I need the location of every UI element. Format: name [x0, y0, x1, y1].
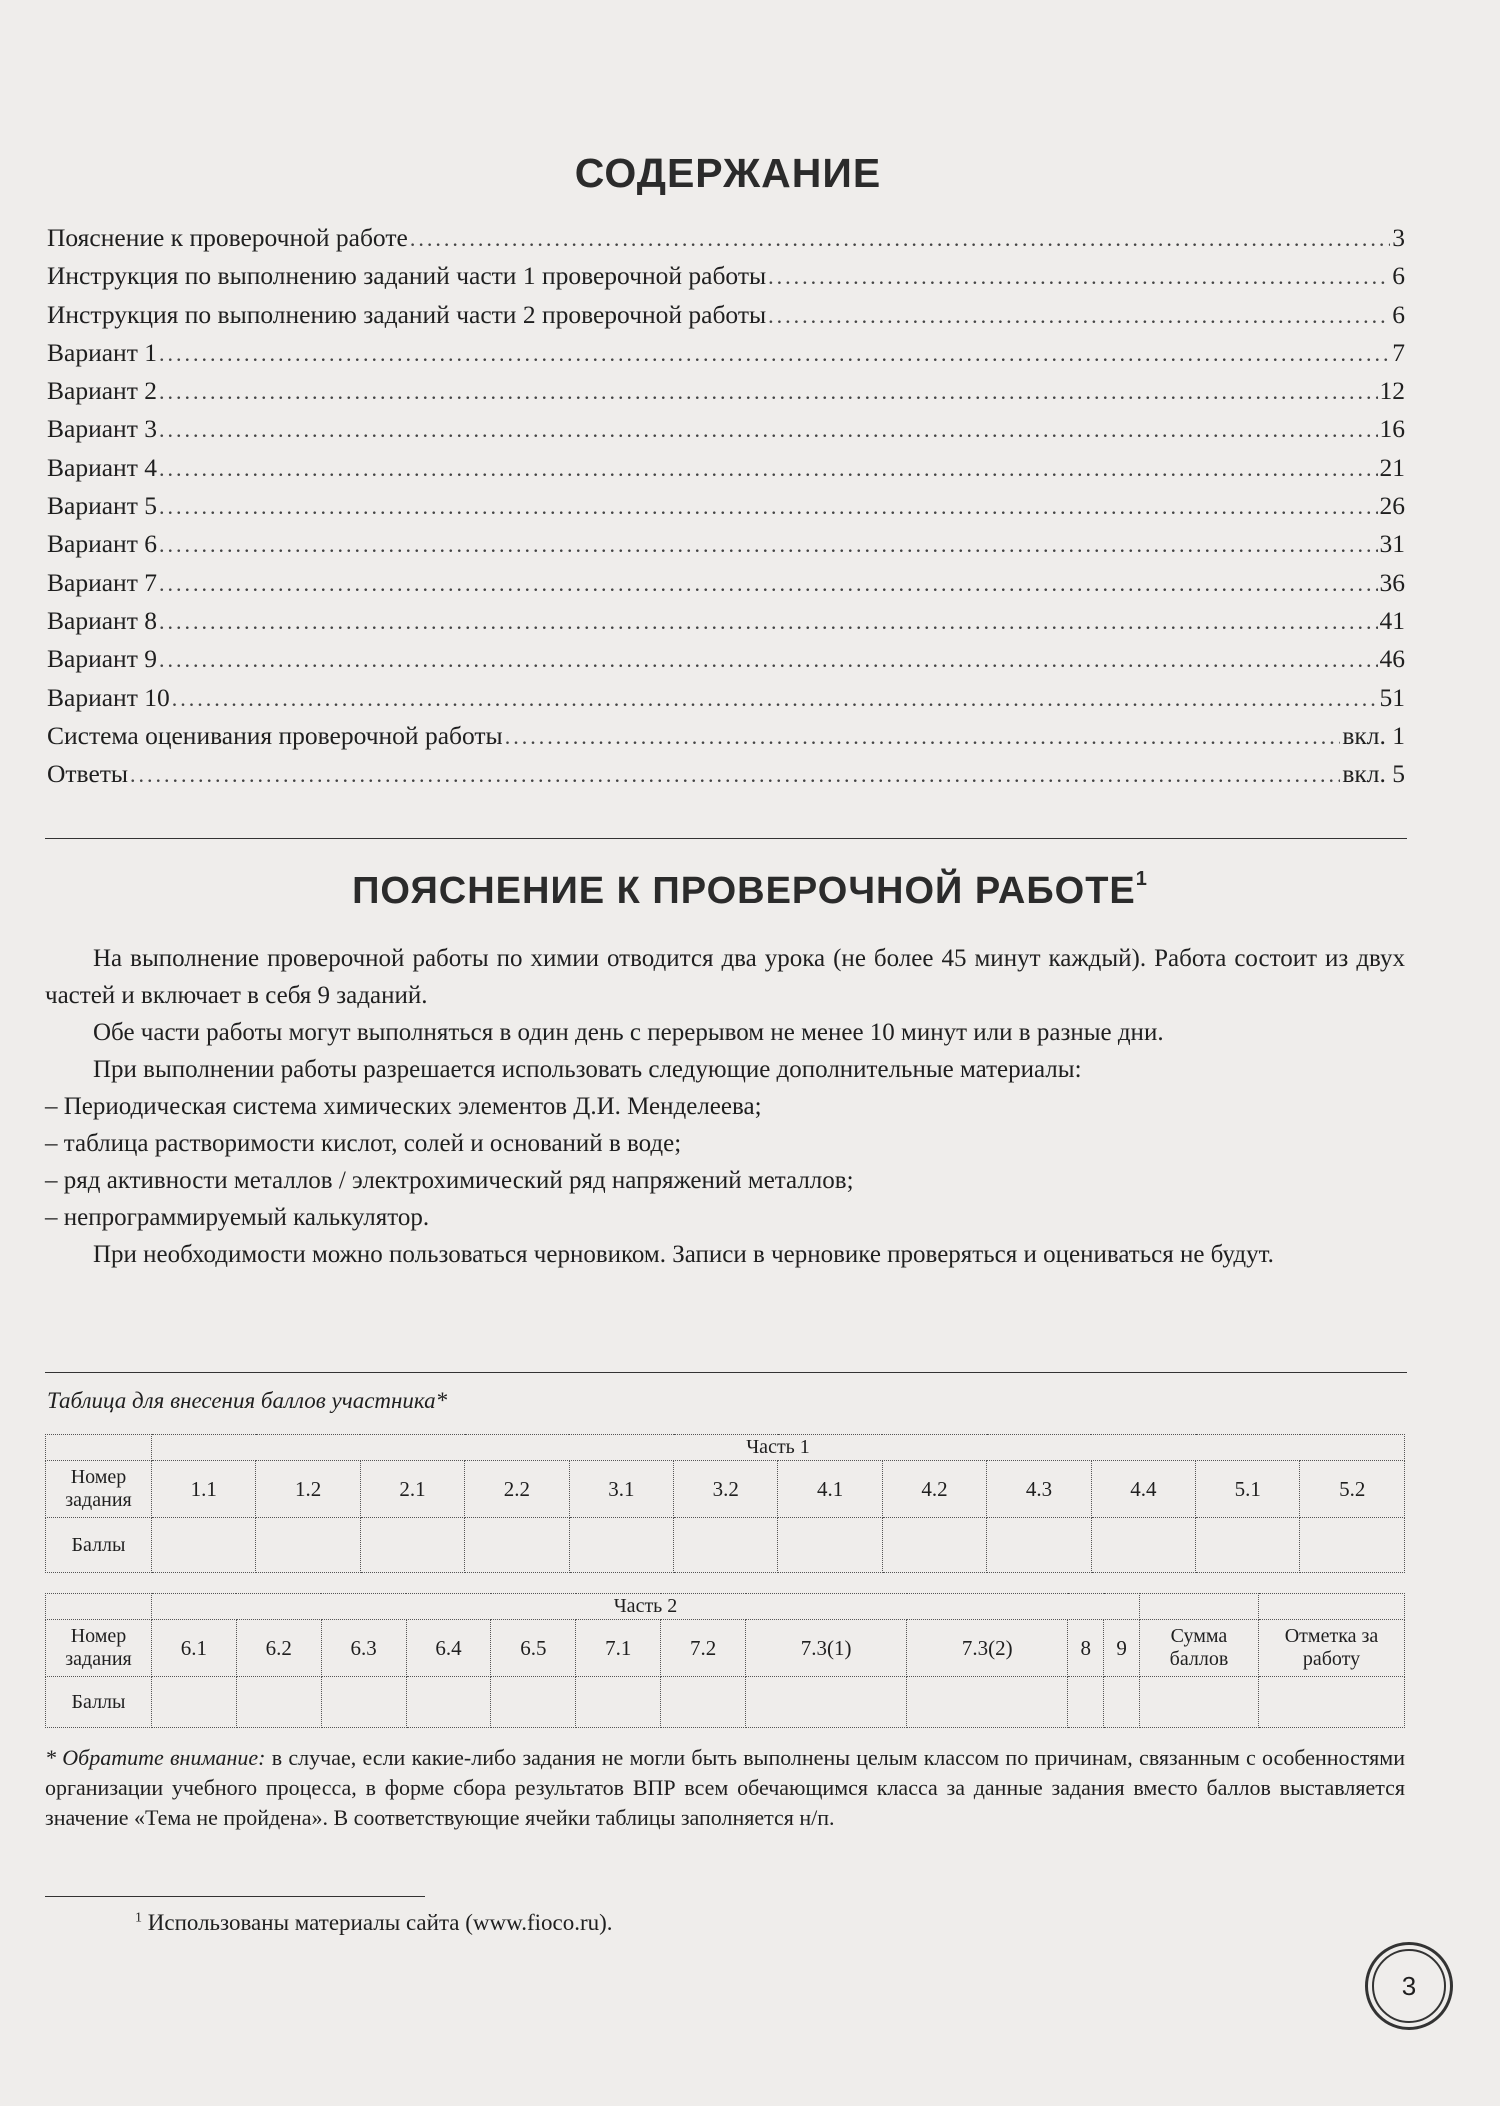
points-cell: [661, 1677, 746, 1728]
toc-item-title: Система оценивания проверочной работы: [47, 720, 503, 750]
points-cell: [576, 1677, 661, 1728]
toc-item-title: Ответы: [47, 759, 129, 789]
task-number-cell: 7.1: [576, 1620, 661, 1677]
points-cell: [674, 1518, 778, 1573]
toc-leader-dots: [159, 494, 1378, 520]
points-cell: [406, 1677, 491, 1728]
points-cell: [907, 1677, 1068, 1728]
list-item: – Периодическая система химических элементов Д.И. Менделеева;: [45, 1093, 762, 1120]
toc-item: [47, 491, 1405, 529]
toc-item-page: 31: [1379, 529, 1405, 559]
note-text: в случае, если какие-либо задания не могли быть выполнены целым классом по причинам, связанным с особенностями организации учебного процесса, в форме сбора результатов ВПР всем обечающимся класса за данные задания вместо баллов выставляется значение «Тема не пройдена». В соответствующие ячейки таблицы заполняется н/п.: [45, 1745, 1405, 1830]
toc-item-page: 7: [1392, 337, 1405, 367]
explanation-heading: [0, 870, 1500, 913]
toc-item-title: Инструкция по выполнению заданий части 2 проверочной работы: [47, 299, 767, 329]
points-label: Баллы: [46, 1677, 152, 1728]
table-row: [46, 1461, 1405, 1518]
table-header-cell: [1259, 1594, 1405, 1620]
table-corner-cell: [46, 1594, 152, 1620]
toc-item: [47, 606, 1405, 644]
score-table-part1: [45, 1434, 1405, 1573]
points-cell: [1196, 1518, 1300, 1573]
toc-leader-dots: [159, 341, 1390, 367]
toc-item-title: Вариант 2: [47, 376, 157, 406]
toc-leader-dots: [130, 762, 1340, 788]
toc-leader-dots: [768, 303, 1390, 329]
paragraph: При выполнении работы разрешается использовать следующие дополнительные материалы:: [93, 1056, 1082, 1083]
points-cell: [256, 1518, 360, 1573]
section-divider: [45, 1372, 1407, 1373]
section-divider: [45, 838, 1407, 839]
attention-note: [45, 1743, 1405, 1833]
points-cell: [360, 1518, 464, 1573]
table-row: [46, 1435, 1405, 1461]
toc-item-page: 51: [1379, 682, 1405, 712]
points-cell: [236, 1677, 321, 1728]
toc-item-page: 36: [1379, 567, 1405, 597]
points-cell: [746, 1677, 907, 1728]
score-table-part2: [45, 1593, 1405, 1728]
footnote-ref: 1: [1135, 868, 1148, 891]
toc-item-title: Вариант 7: [47, 567, 157, 597]
points-cell: [1104, 1677, 1140, 1728]
table-corner-cell: [46, 1435, 152, 1461]
points-cell: [778, 1518, 882, 1573]
toc-heading: СОДЕРЖАНИЕ: [574, 150, 882, 196]
points-cell: [1091, 1518, 1195, 1573]
toc-item-page: 26: [1379, 491, 1405, 521]
footnote-text: Использованы материалы сайта (www.fioco.ru).: [142, 1910, 613, 1935]
task-number-cell: 4.4: [1091, 1461, 1195, 1518]
task-number-cell: 3.2: [674, 1461, 778, 1518]
paragraph: Обе части работы могут выполняться в один день с перерывом не менее 10 минут или в разные дни.: [93, 1019, 1164, 1046]
list-item: – ряд активности металлов / электрохимический ряд напряжений металлов;: [45, 1167, 854, 1194]
table-row: [46, 1594, 1405, 1620]
explanation-body: [45, 940, 1405, 1273]
toc-item-title: Инструкция по выполнению заданий части 1 проверочной работы: [47, 261, 767, 291]
toc-item: [47, 529, 1405, 567]
toc-item: [47, 261, 1405, 299]
task-number-cell: 4.1: [778, 1461, 882, 1518]
points-cell: [491, 1677, 576, 1728]
task-number-cell: 6.4: [406, 1620, 491, 1677]
sum-cell: [1140, 1677, 1259, 1728]
toc-item: [47, 453, 1405, 491]
list-item: – таблица растворимости кислот, солей и оснований в воде;: [45, 1130, 682, 1157]
toc-item: [47, 300, 1405, 338]
toc-item-title: Вариант 10: [47, 682, 170, 712]
explanation-heading-text: ПОЯСНЕНИЕ К ПРОВЕРОЧНОЙ РАБОТЕ: [352, 870, 1136, 912]
toc-item-page: 12: [1379, 376, 1405, 406]
toc-leader-dots: [505, 724, 1341, 750]
points-cell: [569, 1518, 673, 1573]
points-cell: [152, 1518, 256, 1573]
toc-item: [47, 644, 1405, 682]
task-number-cell: 6.2: [236, 1620, 321, 1677]
toc-item-title: Вариант 1: [47, 337, 157, 367]
toc-item-title: Вариант 5: [47, 491, 157, 521]
page-number-badge: [1365, 1942, 1453, 2030]
task-number-cell: 5.1: [1196, 1461, 1300, 1518]
grade-cell: [1259, 1677, 1405, 1728]
paragraph: При необходимости можно пользоваться черновиком. Записи в черновике проверяться и оцениваться не будут.: [93, 1241, 1274, 1268]
task-number-cell: 2.2: [465, 1461, 569, 1518]
toc-item-page: 16: [1379, 414, 1405, 444]
toc-item-page: 41: [1379, 605, 1405, 635]
points-label: Баллы: [46, 1518, 152, 1573]
toc-leader-dots: [159, 609, 1378, 635]
task-number-cell: 3.1: [569, 1461, 673, 1518]
task-number-cell: 1.1: [152, 1461, 256, 1518]
task-number-label: Номер задания: [46, 1620, 152, 1677]
task-number-cell: 2.1: [360, 1461, 464, 1518]
page-number: 3: [1372, 1949, 1446, 2023]
paragraph: На выполнение проверочной работы по химии отводится два урока (не более 45 минут каждый). Работа состоит из двух частей и включает в себя 9 заданий.: [45, 945, 1405, 1009]
toc-item-title: Вариант 9: [47, 644, 157, 674]
toc-leader-dots: [159, 532, 1378, 558]
toc-leader-dots: [159, 417, 1378, 443]
table-of-contents: [47, 223, 1405, 797]
table-row: [46, 1620, 1405, 1677]
toc-item: [47, 376, 1405, 414]
toc-item-title: Вариант 4: [47, 452, 157, 482]
toc-item-page: 6: [1392, 299, 1405, 329]
points-cell: [1068, 1677, 1104, 1728]
task-number-cell: 7.3(2): [907, 1620, 1068, 1677]
toc-leader-dots: [172, 686, 1378, 712]
task-number-cell: 4.2: [882, 1461, 986, 1518]
task-number-cell: 1.2: [256, 1461, 360, 1518]
footnote-divider: [45, 1896, 425, 1897]
toc-item-page: 6: [1392, 261, 1405, 291]
toc-item: [47, 223, 1405, 261]
table-row: [46, 1677, 1405, 1728]
points-cell: [321, 1677, 406, 1728]
task-number-cell: 8: [1068, 1620, 1104, 1677]
toc-leader-dots: [159, 571, 1378, 597]
toc-leader-dots: [768, 264, 1390, 290]
toc-item: [47, 759, 1405, 797]
footnote-marker: 1: [135, 1910, 142, 1926]
list-item: – непрограммируемый калькулятор.: [45, 1204, 430, 1231]
part-title: Часть 2: [152, 1594, 1140, 1620]
task-number-cell: 9: [1104, 1620, 1140, 1677]
task-number-cell: 6.3: [321, 1620, 406, 1677]
task-number-cell: 6.1: [152, 1620, 237, 1677]
task-number-label: Номер задания: [46, 1461, 152, 1518]
task-number-cell: 7.3(1): [746, 1620, 907, 1677]
points-cell: [1300, 1518, 1405, 1573]
footnote: [135, 1910, 613, 1936]
task-number-cell: 6.5: [491, 1620, 576, 1677]
points-cell: [152, 1677, 237, 1728]
toc-item-page: 46: [1379, 644, 1405, 674]
toc-item: [47, 721, 1405, 759]
toc-leader-dots: [159, 379, 1378, 405]
task-number-cell: 5.2: [1300, 1461, 1405, 1518]
toc-item-page: 21: [1379, 452, 1405, 482]
note-lead: * Обратите внимание:: [45, 1745, 266, 1770]
toc-item-title: Пояснение к проверочной работе: [47, 223, 408, 252]
points-cell: [465, 1518, 569, 1573]
toc-item-page: вкл. 5: [1342, 759, 1405, 789]
toc-item-title: Вариант 8: [47, 605, 157, 635]
toc-item-page: 3: [1392, 223, 1405, 252]
score-table-caption: Таблица для внесения баллов участника*: [47, 1388, 448, 1413]
toc-item-title: Вариант 6: [47, 529, 157, 559]
sum-label: Сумма баллов: [1140, 1620, 1259, 1677]
table-header-cell: [1140, 1594, 1259, 1620]
toc-leader-dots: [159, 456, 1378, 482]
toc-leader-dots: [410, 226, 1390, 252]
task-number-cell: 4.3: [987, 1461, 1091, 1518]
task-number-cell: 7.2: [661, 1620, 746, 1677]
toc-item-page: вкл. 1: [1342, 720, 1405, 750]
toc-item: [47, 683, 1405, 721]
toc-item: [47, 414, 1405, 452]
table-row: [46, 1518, 1405, 1573]
toc-item-title: Вариант 3: [47, 414, 157, 444]
toc-item: [47, 338, 1405, 376]
points-cell: [882, 1518, 986, 1573]
toc-leader-dots: [159, 647, 1378, 673]
grade-label: Отметка за работу: [1259, 1620, 1405, 1677]
toc-item: [47, 568, 1405, 606]
points-cell: [987, 1518, 1091, 1573]
part-title: Часть 1: [152, 1435, 1405, 1461]
